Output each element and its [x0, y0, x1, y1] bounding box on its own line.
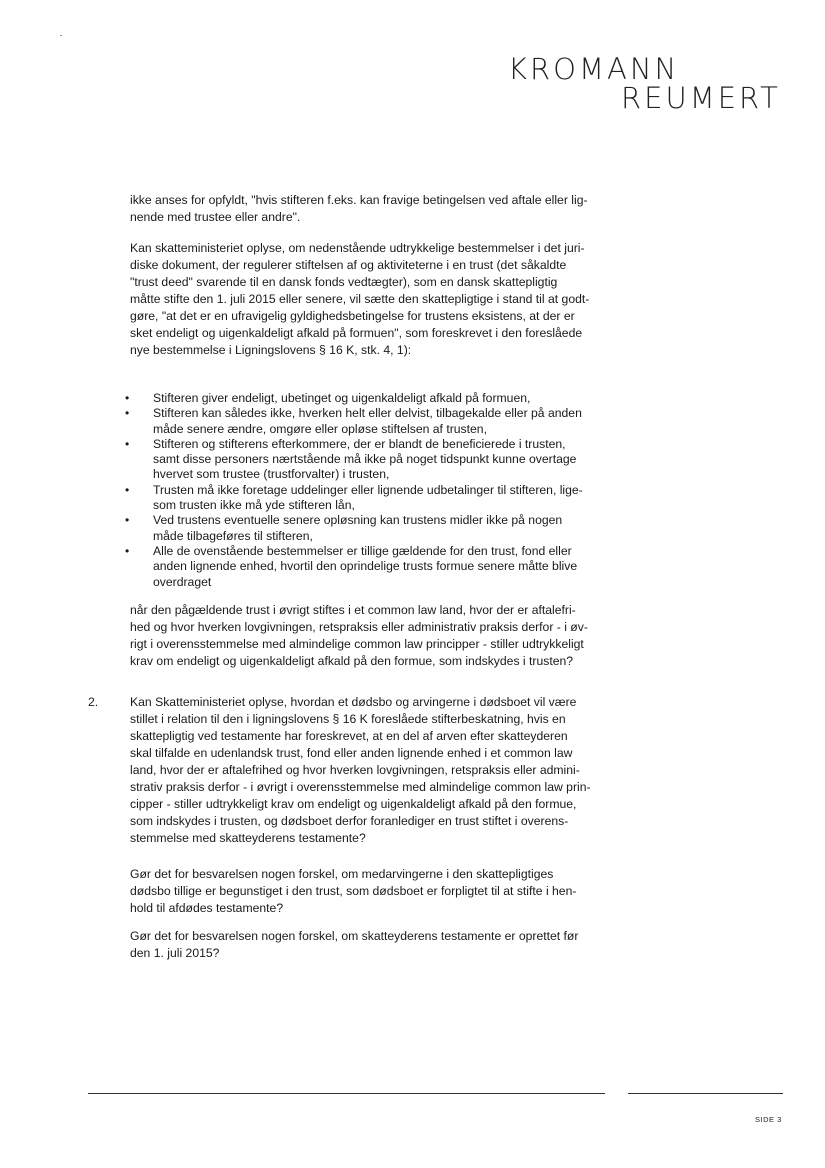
bullet-dot-icon: •: [125, 391, 130, 405]
question-line: "trust deed" svarende til en dansk fonds vedtægter), som en dansk skattepligtig: [130, 275, 558, 289]
question-2-line: skattepligtig ved testamente har foreskrevet, at en del af arven efter skatteyderen: [130, 729, 568, 743]
followup-line: når den pågældende trust i øvrigt stiftes i et common law land, hvor der er aftalefri-: [130, 603, 576, 617]
bullet-line: måde tilbageføres til stifteren,: [153, 528, 313, 543]
question-2-sub1-line: dødsbo tillige er begunstiget i den trust, som dødsboet er forpligtet til at stifte i hen-: [130, 884, 577, 898]
bullet-line: anden lignende enhed, hvortil den oprindelige trusts formue senere måtte blive: [153, 559, 578, 574]
intro-line: ikke anses for opfyldt, "hvis stifteren f.eks. kan fravige betingelsen ved aftale eller lig-: [130, 193, 588, 207]
bullet-item: [125, 406, 615, 437]
bullet-item: [125, 437, 615, 483]
bullet-item: [125, 513, 615, 544]
bullet-list: [125, 391, 615, 590]
kromann-reumert-logo: [0, 0, 825, 120]
bullet-line: måde senere ændre, omgøre eller opløse stiftelsen af trusten,: [153, 421, 487, 436]
question-2-sub-paragraph-2: [130, 928, 610, 962]
bullet-line: hvervet som trustee (trustforvalter) i trusten,: [153, 467, 390, 482]
intro-line: nende med trustee eller andre".: [130, 210, 301, 224]
bullet-line: Trusten må ikke foretage uddelinger eller lignende udbetalinger til stifteren, lige-: [153, 482, 583, 497]
followup-line: rigt i overensstemmelse med almindelige common law principper - stiller udtrykkeligt: [130, 637, 584, 651]
question-2-line: som indskydes i trusten, og dødsboet derfor foranlediger en trust stiftet i overens-: [130, 814, 569, 828]
footer-rule-left: [88, 1093, 605, 1094]
bullet-item: [125, 544, 615, 590]
question-2-line: strativ praksis derfor - i øvrigt i overensstemmelse med almindelige common law prin-: [130, 780, 591, 794]
bullet-dot-icon: •: [125, 406, 130, 421]
question-2-sub1-line: hold til afdødes testamente?: [130, 901, 284, 915]
question-2-sub-paragraph-1: [130, 866, 610, 917]
bullet-dot-icon: •: [125, 543, 130, 558]
followup-paragraph: [130, 602, 610, 670]
bullet-line: som trusten ikke må yde stifteren lån,: [153, 498, 355, 513]
question-line: diske dokument, der regulerer stiftelsen af og aktiviteterne i en trust (det såkaldte: [130, 258, 567, 272]
question-2-line: skal tilfalde en udenlandsk trust, fond eller anden lignende enhed i et common law: [130, 746, 573, 760]
question-line: sket endeligt og uigenkaldeligt afkald på formuen", som foreskrevet i den foreslåede: [130, 326, 583, 340]
bullet-line: overdraget: [153, 574, 212, 589]
footer-rule-right: [628, 1093, 783, 1094]
bullet-line: Alle de ovenstående bestemmelser er tillige gældende for den trust, fond eller: [153, 543, 572, 558]
bullet-line: Stifteren kan således ikke, hverken helt eller delvist, tilbagekalde eller på anden: [153, 406, 582, 421]
intro-paragraph: [130, 192, 610, 226]
question-2-paragraph: [130, 694, 610, 847]
bullet-line: samt disse personers nærtstående må ikke på noget tidspunkt kunne overtage: [153, 452, 577, 467]
question-2-line: stillet i relation til den i ligningslovens § 16 K foreslåede stifterbeskatning, hvis en: [130, 712, 566, 726]
question-2-line: Kan Skatteministeriet oplyse, hvordan et dødsbo og arvingerne i dødsboet vil være: [130, 695, 577, 709]
question-line: nye bestemmelse i Ligningslovens § 16 K, stk. 4, 1):: [130, 343, 412, 357]
logo-line-kromann: KROMANN: [508, 52, 680, 86]
question-2-line: land, hvor der er aftalefrihed og hvor hverken lovgivningen, retspraksis eller admini-: [130, 763, 580, 777]
question-2-number: 2.: [88, 695, 99, 709]
question-line: gøre, "at det er en ufravigelig gyldighedsbetingelse for trustens eksistens, at der er: [130, 309, 575, 323]
bullet-line: Stifteren giver endeligt, ubetinget og uigenkaldeligt afkald på formuen,: [153, 391, 531, 405]
bullet-item: [125, 483, 615, 514]
bullet-line: Stifteren og stifterens efterkommere, der er blandt de beneficierede i trusten,: [153, 436, 566, 451]
question-line: måtte stifte den 1. juli 2015 eller senere, vil sætte den skattepligtige i stand til at godt-: [130, 292, 590, 306]
bullet-dot-icon: •: [125, 436, 130, 451]
followup-line: hed og hvor hverken lovgivningen, retspraksis eller administrativ praksis derfor - i øv-: [130, 620, 588, 634]
page-number: SIDE 3: [755, 1115, 782, 1124]
question-line: Kan skatteministeriet oplyse, om nedenstående udtrykkelige bestemmelser i det juri-: [130, 241, 585, 255]
question-2-sub2-line: den 1. juli 2015?: [130, 946, 220, 960]
bullet-dot-icon: •: [125, 513, 130, 528]
bullet-line: Ved trustens eventuelle senere opløsning kan trustens midler ikke på nogen: [153, 513, 563, 528]
question-paragraph: [130, 240, 610, 359]
question-2-line: cipper - stiller udtrykkeligt krav om endeligt og uigenkaldeligt afkald på den formue,: [130, 797, 577, 811]
question-2-sub1-line: Gør det for besvarelsen nogen forskel, om medarvingerne i den skattepligtiges: [130, 867, 554, 881]
question-2-line: stemmelse med skatteyderens testamente?: [130, 831, 366, 845]
followup-line: krav om endeligt og uigenkaldeligt afkald på den formue, som indskydes i trusten?: [130, 654, 574, 668]
logo-line-reumert: REUMERT: [621, 81, 781, 115]
bullet-dot-icon: •: [125, 482, 130, 497]
question-2-sub2-line: Gør det for besvarelsen nogen forskel, om skatteyderens testamente er oprettet før: [130, 929, 579, 943]
bullet-item: [125, 391, 615, 406]
